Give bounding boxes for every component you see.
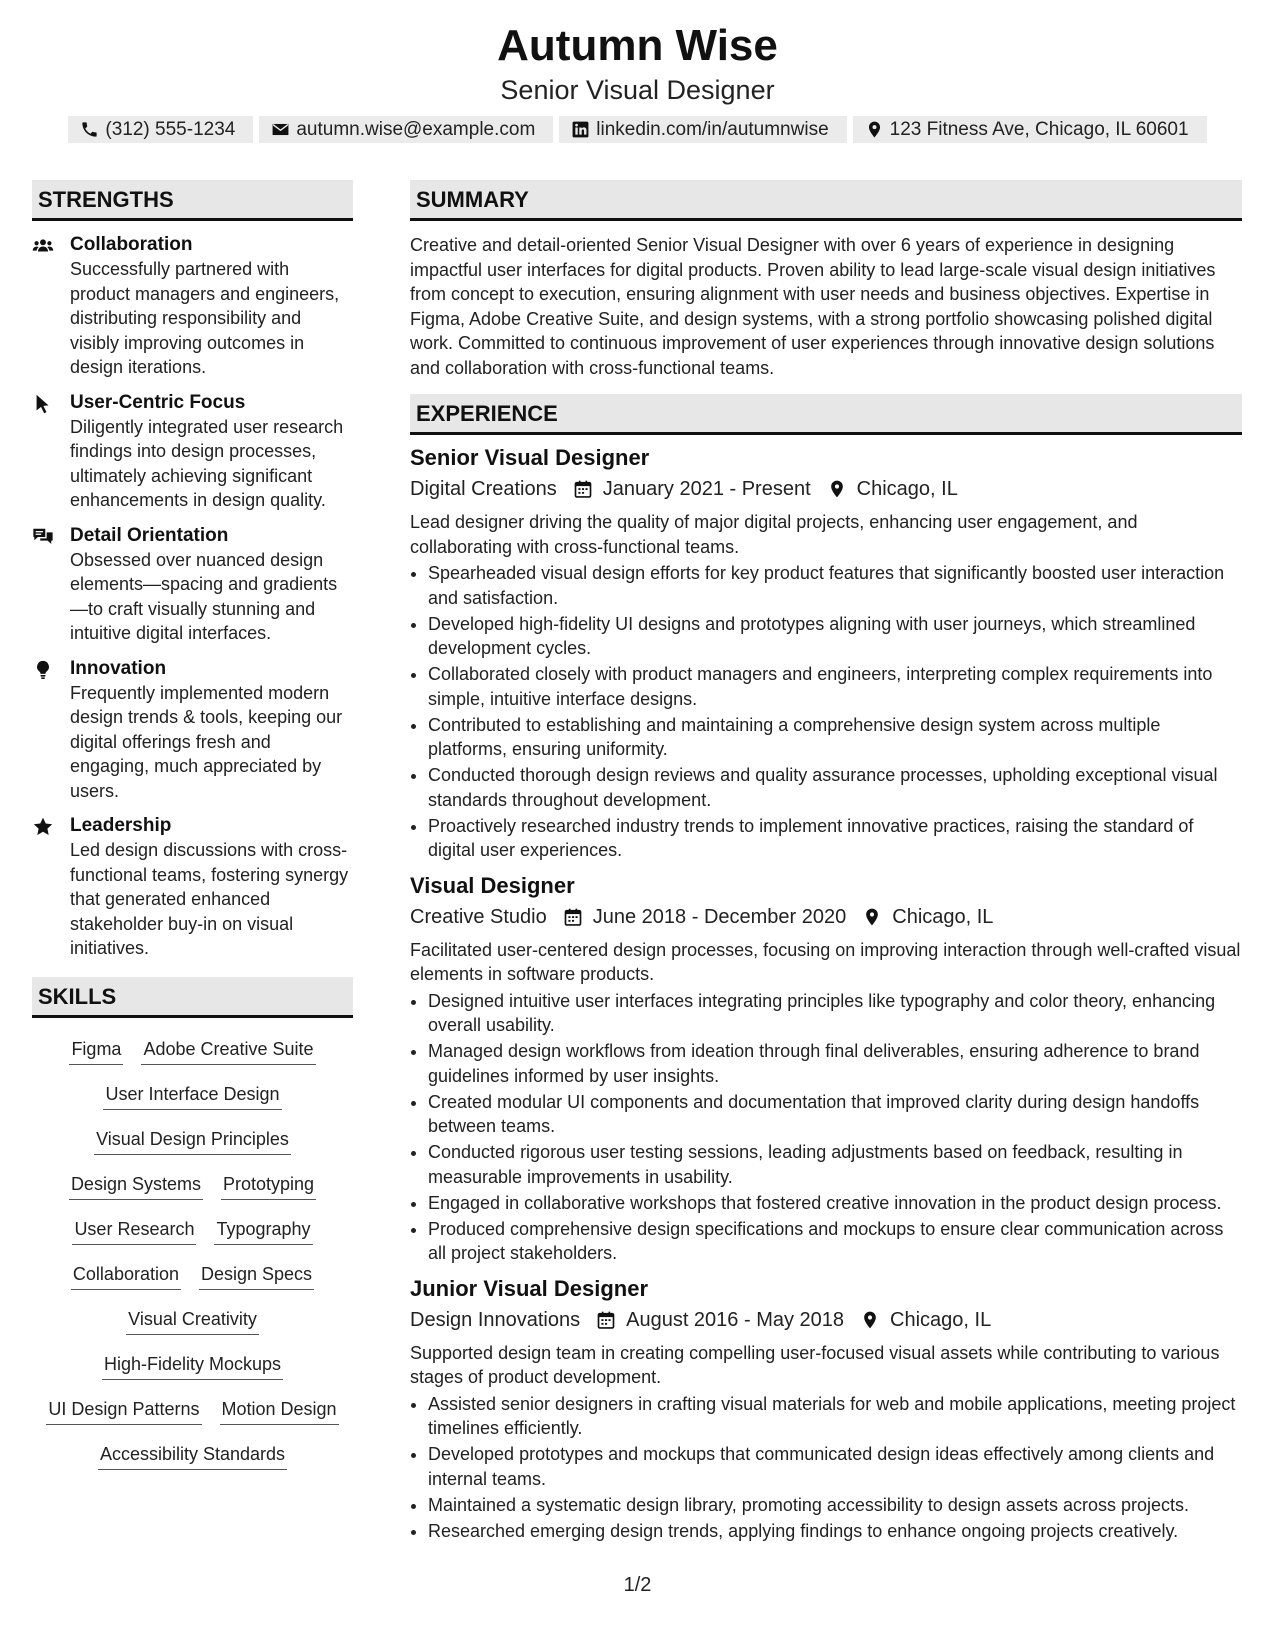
contact-email-text: autumn.wise@example.com <box>296 118 536 140</box>
job-dates: August 2016 - May 2018 <box>626 1308 845 1331</box>
skill-tag: Figma <box>69 1036 123 1065</box>
experience-heading: EXPERIENCE <box>410 394 1242 435</box>
job-summary: Supported design team in creating compelling user-focused visual assets while contributing to various stages of product development. <box>410 1342 1220 1387</box>
cursor-pointer-icon <box>32 393 54 415</box>
skill-row <box>32 1216 353 1261</box>
job-bullet: • Researched emerging design trends, applying findings to enhance ongoing projects creatively. <box>428 1519 1242 1544</box>
contact-linkedin-text: linkedin.com/in/autumnwise <box>596 118 829 140</box>
resume-header <box>0 18 1275 143</box>
skill-tag: UI Design Patterns <box>46 1396 201 1425</box>
job-bullet: • Engaged in collaborative workshops that fostered creative innovation in the product design process. <box>428 1191 1242 1216</box>
job-entry <box>410 1275 1242 1544</box>
skill-tag: Accessibility Standards <box>98 1441 287 1470</box>
skill-tag: Collaboration <box>71 1261 181 1290</box>
strength-description: Diligently integrated user research findings into design processes, ultimately achieving significant enhancements in design quality. <box>70 416 344 510</box>
skill-tag: Motion Design <box>220 1396 339 1425</box>
strengths-list <box>32 233 353 961</box>
map-marker-icon <box>860 1310 880 1330</box>
right-column <box>410 180 1242 1545</box>
job-meta <box>410 902 1242 932</box>
skill-tag: Design Specs <box>199 1261 314 1290</box>
job-meta <box>410 474 1242 504</box>
calendar-icon <box>596 1310 616 1330</box>
job-entry <box>410 444 1242 863</box>
contact-phone-text: (312) 555-1234 <box>105 118 236 140</box>
skill-tag: User Interface Design <box>103 1081 281 1110</box>
job-bullet: • Maintained a systematic design library, promoting accessibility to design assets across projects. <box>428 1493 1242 1518</box>
skill-row <box>32 1036 353 1081</box>
job-location: Chicago, IL <box>856 478 958 500</box>
job-bullet: • Managed design workflows from ideation through final deliverables, ensuring adherence to brand guidelines informed by user insights. <box>428 1039 1242 1088</box>
skill-tag: Visual Creativity <box>126 1306 259 1335</box>
contact-phone <box>68 116 253 143</box>
skill-tag: User Research <box>72 1216 196 1245</box>
job-bullet: • Proactively researched industry trends to implement innovative practices, raising the standard of digital user experiences. <box>428 814 1242 863</box>
job-bullet: • Conducted thorough design reviews and quality assurance processes, upholding exceptional visual standards throughout development. <box>428 763 1242 812</box>
skill-row <box>32 1306 353 1351</box>
job-company: Creative Studio <box>410 905 547 928</box>
skill-row <box>32 1081 353 1126</box>
job-bullet: • Conducted rigorous user testing sessions, leading adjustments based on feedback, resulting in measurable improvements in usability. <box>428 1140 1242 1189</box>
job-bullet: • Produced comprehensive design specifications and mockups to ensure clear communication across all project stakeholders. <box>428 1217 1242 1266</box>
job-bullets <box>410 561 1242 863</box>
job-role: Senior Visual Designer <box>410 445 650 470</box>
skill-row <box>32 1351 353 1396</box>
contact-bar <box>0 116 1275 143</box>
strength-item <box>32 524 353 646</box>
skill-row <box>32 1396 353 1441</box>
skill-row <box>32 1171 353 1216</box>
job-location: Chicago, IL <box>892 905 994 928</box>
strength-title: Innovation <box>70 657 167 679</box>
strength-description: Successfully partnered with product managers and engineers, distributing responsibility and visibly improving outcomes in design iterations. <box>70 259 340 377</box>
job-bullet: • Spearheaded visual design efforts for key product features that significantly boosted user interaction and satisfaction. <box>428 561 1242 610</box>
strength-item <box>32 391 353 513</box>
page-number: 1/2 <box>623 1574 652 1596</box>
phone-icon <box>80 120 99 139</box>
job-meta <box>410 1305 1242 1335</box>
job-dates: June 2018 - December 2020 <box>592 905 847 928</box>
strengths-heading: STRENGTHS <box>32 180 353 221</box>
envelope-icon <box>271 120 290 139</box>
job-summary: Facilitated user-centered design processes, focusing on improving interaction through well-crafted visual elements in software products. <box>410 939 1241 984</box>
skill-row <box>32 1261 353 1306</box>
job-summary: Lead designer driving the quality of major digital projects, enhancing user engagement, and collaborating with cross-functional teams. <box>410 512 1138 557</box>
contact-address <box>853 116 1207 143</box>
job-bullet: • Created modular UI components and documentation that improved clarity during design handoffs between teams. <box>428 1090 1242 1139</box>
strength-description: Led design discussions with cross-functional teams, fostering synergy that generated enhanced stakeholder buy-in on visual initiatives. <box>70 840 349 958</box>
job-role: Visual Designer <box>410 872 575 898</box>
map-marker-icon <box>827 479 847 499</box>
contact-linkedin[interactable] <box>559 116 846 143</box>
strength-title: Collaboration <box>70 234 193 255</box>
contact-email[interactable] <box>259 116 553 143</box>
strength-item <box>32 814 353 961</box>
job-bullets <box>410 1392 1242 1544</box>
summary-heading: SUMMARY <box>410 180 1242 221</box>
job-entry <box>410 872 1242 1266</box>
skills-list <box>32 1036 353 1486</box>
job-location: Chicago, IL <box>890 1308 992 1331</box>
strength-title: Leadership <box>70 815 172 836</box>
skill-tag: Typography <box>214 1216 312 1245</box>
chat-bubbles-icon <box>32 526 54 548</box>
skill-tag: Design Systems <box>69 1171 203 1200</box>
job-role: Junior Visual Designer <box>410 1275 649 1301</box>
star-icon <box>32 816 54 838</box>
skill-tag: Visual Design Principles <box>94 1126 291 1155</box>
strength-description: Frequently implemented modern design trends & tools, keeping our digital offerings fresh and engaging, much appreciated by users. <box>70 682 343 801</box>
map-marker-icon <box>862 907 882 927</box>
job-bullet: • Designed intuitive user interfaces integrating principles like typography and color theory, enhancing overall usability. <box>428 989 1242 1038</box>
job-bullet: • Collaborated closely with product managers and engineers, interpreting complex requirements into simple, intuitive interface designs. <box>428 662 1242 711</box>
skill-tag: Adobe Creative Suite <box>141 1036 315 1065</box>
job-dates: January 2021 - Present <box>602 478 811 500</box>
left-column <box>32 180 353 1486</box>
strength-title: Detail Orientation <box>70 524 229 546</box>
map-marker-icon <box>865 120 884 139</box>
strength-description: Obsessed over nuanced design elements—spacing and gradients—to craft visually stunning and intuitive digital interfaces. <box>70 549 338 643</box>
users-icon <box>32 235 54 257</box>
strength-item <box>32 657 353 804</box>
job-bullet: • Assisted senior designers in crafting visual materials for web and mobile applications, meeting project timelines efficiently. <box>428 1392 1242 1441</box>
job-bullet: • Contributed to establishing and maintaining a comprehensive design system across multiple platforms, ensuring uniformity. <box>428 713 1242 762</box>
candidate-title: Senior Visual Designer <box>500 75 775 105</box>
skill-row <box>32 1126 353 1171</box>
strength-title: User-Centric Focus <box>70 391 246 413</box>
summary-text: Creative and detail-oriented Senior Visual Designer with over 6 years of experience in designing impactful user interfaces for digital products. Proven ability to lead large-scale visual design initiatives from concept to execution, ensuring alignment with user needs and business objectives. Expertise in Figma, Adobe Creative Suite, and design systems, with a strong portfolio showcasing polished digital work. Committed to continuous improvement of user experiences through innovative design solutions and collaboration with cross-functional teams. <box>410 235 1216 378</box>
contact-address-text: 123 Fitness Ave, Chicago, IL 60601 <box>889 118 1189 140</box>
skill-tag: High-Fidelity Mockups <box>102 1351 283 1380</box>
skills-heading: SKILLS <box>32 977 353 1018</box>
lightbulb-icon <box>32 659 54 681</box>
job-bullet: • Developed prototypes and mockups that communicated design ideas effectively among clients and internal teams. <box>428 1442 1242 1491</box>
calendar-icon <box>573 479 593 499</box>
job-bullets <box>410 989 1242 1266</box>
job-company: Digital Creations <box>410 478 557 500</box>
calendar-icon <box>563 907 583 927</box>
skill-tag: Prototyping <box>221 1171 316 1200</box>
strength-item <box>32 233 353 380</box>
candidate-name: Autumn Wise <box>497 21 778 70</box>
job-company: Design Innovations <box>410 1308 581 1331</box>
job-bullet: • Developed high-fidelity UI designs and prototypes aligning with user journeys, which streamlined development cycles. <box>428 612 1242 661</box>
skill-row <box>32 1441 353 1486</box>
linkedin-icon <box>571 120 590 139</box>
